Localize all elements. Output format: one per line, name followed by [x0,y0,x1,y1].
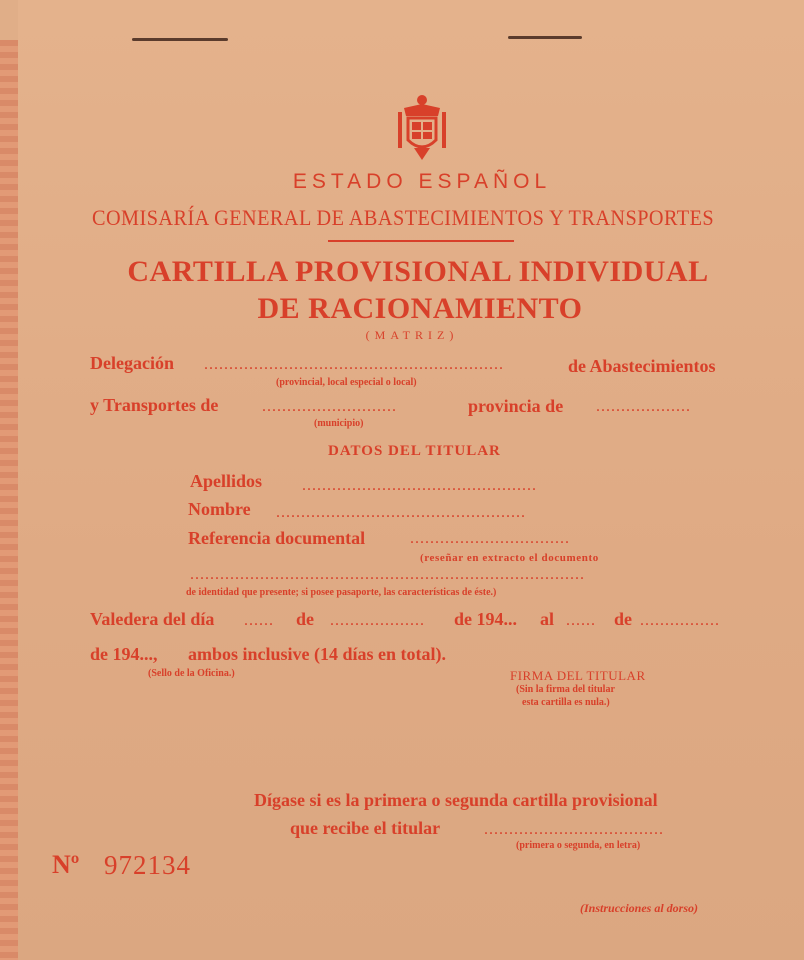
coat-of-arms-icon [398,92,446,162]
header-divider [328,240,514,242]
year-label-2: de 194..., [90,644,158,664]
nombre-label: Nombre [188,499,251,519]
apellidos-label: Apellidos [190,471,263,491]
al-label: al [540,609,555,629]
referencia-hint: (reseñar en extracto el documento [420,552,599,564]
digase-line-1: Dígase si es la primera o segunda cartilla provisional [254,790,658,810]
de-label-1: de [296,609,314,629]
nombre-field[interactable]: .................................................. [276,504,526,521]
apellidos-field[interactable]: ............................................... [302,477,537,494]
transportes-label: y Transportes de [90,395,219,415]
identidad-hint: de identidad que presente; si posee pasaporte, las características de éste.) [186,587,497,598]
valedera-label: Valedera del día [90,609,215,629]
valedera-month-to[interactable]: ................ [640,612,720,629]
serial-number: 972134 [104,850,191,880]
sello-label: (Sello de la Oficina.) [148,668,235,679]
de-label-2: de [614,609,632,629]
delegacion-label: Delegación [90,353,174,373]
firma-hint-2: esta cartilla es nula.) [522,697,610,708]
municipio-hint: (municipio) [314,418,364,429]
title-line-2: DE RACIONAMIENTO [257,292,583,325]
numero-label: Nº [52,850,80,879]
title-line-1: CARTILLA PROVISIONAL INDIVIDUAL [127,255,709,288]
year-label-1: de 194... [454,609,517,629]
identidad-field[interactable]: ............................................................................... [190,566,585,583]
provincia-label: provincia de [468,396,564,416]
firma-label: FIRMA DEL TITULAR [510,668,646,683]
digase-line-2: que recibe el titular [290,818,441,838]
referencia-label: Referencia documental [188,528,366,548]
abastecimientos-label: de Abastecimientos [568,356,716,376]
instrucciones-note: (Instrucciones al dorso) [580,901,699,915]
header-estado: ESTADO ESPAÑOL [292,170,552,193]
valedera-day-to[interactable]: ...... [566,612,596,629]
firma-hint-1: (Sin la firma del titular [516,684,615,695]
ambos-label: ambos inclusive (14 días en total). [188,644,447,664]
datos-heading: DATOS DEL TITULAR [328,443,501,459]
digase-field[interactable]: .................................... [484,821,664,838]
valedera-month-from[interactable]: ................... [330,612,425,629]
header-comisaria: COMISARÍA GENERAL DE ABASTECIMIENTOS Y TRANSPORTES [92,205,715,230]
municipio-field[interactable]: ........................... [262,398,397,415]
digase-hint: (primera o segunda, en letra) [516,840,641,851]
provincia-field[interactable]: ................... [596,398,691,415]
staple-mark-left [132,38,228,41]
staple-mark-right [508,36,582,39]
referencia-field[interactable]: ................................ [410,530,570,547]
subtitle-matriz: (MATRIZ) [365,328,459,342]
delegacion-hint: (provincial, local especial o local) [276,377,417,388]
delegacion-field[interactable]: ............................................................ [204,356,504,373]
valedera-day-from[interactable]: ...... [244,612,274,629]
